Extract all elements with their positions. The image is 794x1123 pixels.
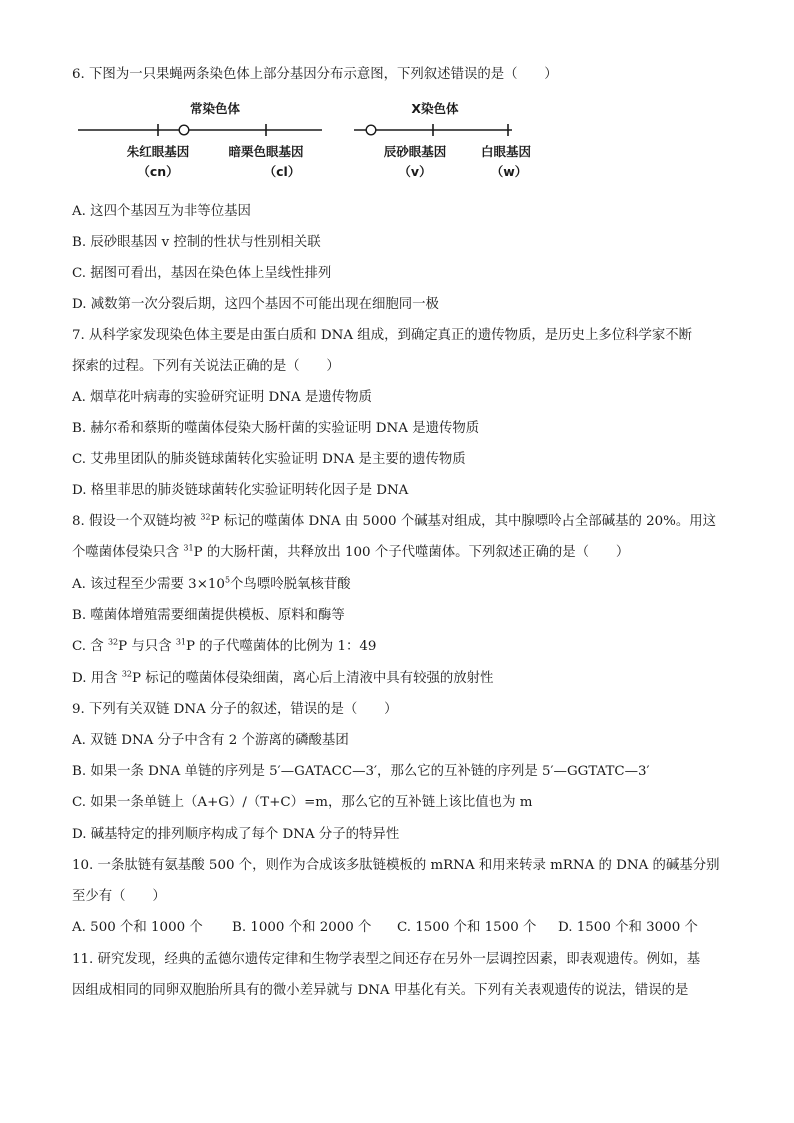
gene-label-cl: 暗栗色眼基因 bbox=[228, 144, 304, 159]
q10-stem-line2: 至少有（ ） bbox=[72, 889, 166, 904]
q8-stem-line2 bbox=[72, 544, 629, 562]
q8-opt-d-text-a: D. 用含 bbox=[72, 671, 122, 686]
q6-option-c: C. 据图可看出，基因在染色体上呈线性排列 bbox=[72, 266, 332, 281]
chromosome-diagram bbox=[72, 96, 552, 186]
q8-opt-c-sup2: 31 bbox=[175, 637, 187, 647]
q8-opt-a-text-a: A. 该过程至少需要 3×10 bbox=[72, 577, 225, 592]
gene-symbol-cl: （cl） bbox=[263, 164, 301, 179]
q9-option-d: D. 碱基特定的排列顺序构成了每个 DNA 分子的特异性 bbox=[72, 827, 400, 842]
q7-stem-line2: 探索的过程。下列有关说法正确的是（ ） bbox=[72, 359, 340, 374]
q8-opt-d-sup: 32 bbox=[121, 669, 132, 679]
q8-line1-text-a: 8. 假设一个双链均被 bbox=[72, 514, 201, 529]
q8-opt-a-sup: 5 bbox=[224, 575, 231, 585]
q9-option-b: B. 如果一条 DNA 单链的序列是 5′—GATACC—3′，那么它的互补链的序列是 5′—GGTATC—3′ bbox=[72, 764, 650, 779]
q8-line2-text-a: 个噬菌体侵染只含 bbox=[72, 545, 184, 560]
q9-option-a: A. 双链 DNA 分子中含有 2 个游离的磷酸基团 bbox=[72, 733, 349, 748]
gene-label-w: 白眼基因 bbox=[480, 144, 532, 159]
q8-line2-text-b: P 的大肠杆菌，共释放出 100 个子代噬菌体。下列叙述正确的是（ ） bbox=[193, 545, 630, 560]
q7-stem-line1: 7. 从科学家发现染色体主要是由蛋白质和 DNA 组成，到确定真正的遗传物质，是历史上多位科学家不断 bbox=[72, 328, 693, 343]
q7-option-d: D. 格里菲思的肺炎链球菌转化实验证明转化因子是 DNA bbox=[72, 483, 409, 498]
q8-line1-text-b: P 标记的噬菌体 DNA 由 5000 个碱基对组成，其中腺嘌呤占全部碱基的 20%。用这 bbox=[210, 514, 717, 529]
gene-symbol-w: （w） bbox=[490, 164, 528, 179]
q7-option-a: A. 烟草花叶病毒的实验研究证明 DNA 是遗传物质 bbox=[72, 390, 372, 405]
q7-option-c: C. 艾弗里团队的肺炎链球菌转化实验证明 DNA 是主要的遗传物质 bbox=[72, 452, 466, 467]
q8-option-b: B. 噬菌体增殖需要细菌提供模板、原料和酶等 bbox=[72, 608, 345, 623]
q8-opt-d-text-b: P 标记的噬菌体侵染细菌，离心后上清液中具有较强的放射性 bbox=[132, 671, 494, 686]
autosome-centromere bbox=[179, 125, 189, 135]
q11-stem-line2: 因组成相同的同卵双胞胎所具有的微小差异就与 DNA 甲基化有关。下列有关表观遗传的说法，错误的是 bbox=[72, 983, 689, 998]
q8-line1-sup: 32 bbox=[200, 512, 211, 522]
q8-opt-c-sup1: 32 bbox=[107, 637, 119, 647]
q9-option-c: C. 如果一条单链上（A+G）/（T+C）=m，那么它的互补链上该比值也为 m bbox=[72, 795, 533, 810]
q8-line2-sup: 31 bbox=[183, 543, 194, 553]
q10-stem-line1: 10. 一条肽链有氨基酸 500 个，则作为合成该多肽链模板的 mRNA 和用来转录 mRNA 的 DNA 的碱基分别 bbox=[72, 858, 720, 873]
q8-opt-c-text-b: P 与只含 bbox=[118, 639, 176, 654]
q10-option-b: B. 1000 个和 2000 个 bbox=[232, 920, 372, 935]
q9-stem: 9. 下列有关双链 DNA 分子的叙述，错误的是（ ） bbox=[72, 702, 398, 717]
q8-opt-a-text-b: 个鸟嘌呤脱氧核苷酸 bbox=[230, 577, 351, 592]
q7-option-b: B. 赫尔希和蔡斯的噬菌体侵染大肠杆菌的实验证明 DNA 是遗传物质 bbox=[72, 421, 480, 436]
q8-opt-c-text-a: C. 含 bbox=[72, 639, 108, 654]
x-chromosome-title: X染色体 bbox=[411, 101, 459, 116]
q10-option-d: D. 1500 个和 3000 个 bbox=[558, 920, 698, 935]
gene-label-v: 辰砂眼基因 bbox=[383, 144, 447, 159]
q6-option-d: D. 减数第一次分裂后期，这四个基因不可能出现在细胞同一极 bbox=[72, 297, 439, 312]
gene-symbol-cn: （cn） bbox=[137, 164, 179, 179]
q8-option-a bbox=[72, 576, 351, 594]
q8-opt-c-text-c: P 的子代噬菌体的比例为 1：49 bbox=[186, 639, 377, 654]
autosome-title: 常染色体 bbox=[189, 101, 241, 116]
q8-option-c bbox=[72, 638, 376, 656]
q6-option-a: A. 这四个基因互为非等位基因 bbox=[72, 204, 251, 219]
q10-option-c: C. 1500 个和 1500 个 bbox=[397, 920, 537, 935]
x-centromere bbox=[366, 125, 376, 135]
q6-stem: 6. 下图为一只果蝇两条染色体上部分基因分布示意图，下列叙述错误的是（ ） bbox=[72, 67, 558, 82]
q10-option-a: A. 500 个和 1000 个 bbox=[72, 920, 203, 935]
gene-symbol-v: （v） bbox=[398, 164, 432, 179]
q6-option-b: B. 辰砂眼基因 v 控制的性状与性别相关联 bbox=[72, 235, 321, 250]
gene-label-cn: 朱红眼基因 bbox=[126, 144, 190, 159]
q8-stem-line1 bbox=[72, 513, 716, 531]
q11-stem-line1: 11. 研究发现，经典的孟德尔遗传定律和生物学表型之间还存在另外一层调控因素，即表观遗传。例如，基 bbox=[72, 952, 701, 967]
q8-option-d bbox=[72, 670, 493, 688]
